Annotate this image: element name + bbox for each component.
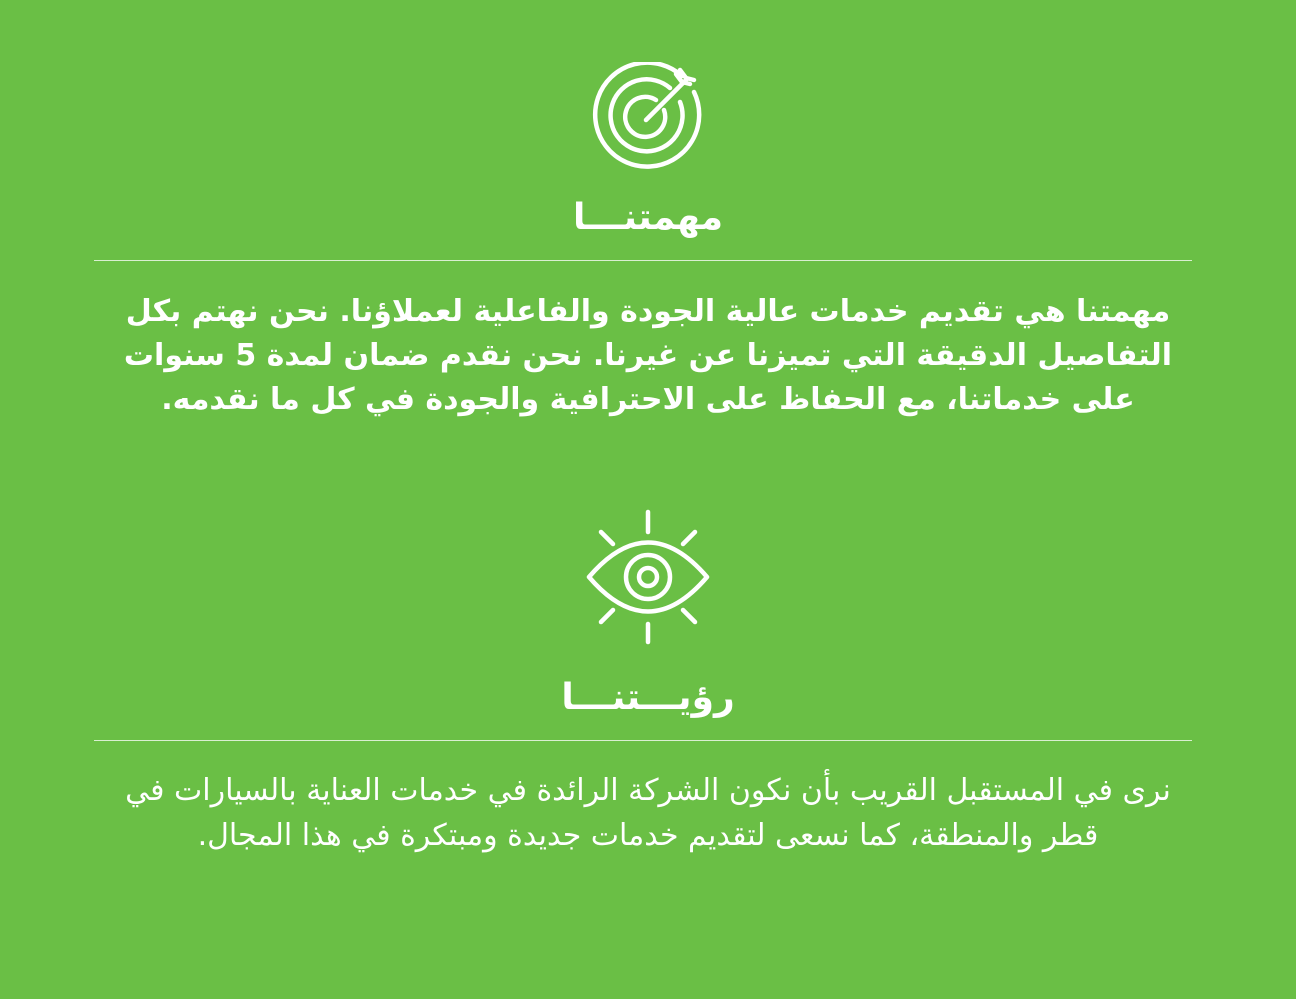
mission-icon-wrap	[0, 62, 1296, 174]
vision-text: نرى في المستقبل القريب بأن نكون الشركة الرائدة في خدمات العناية بالسيارات في قطر والمنطقة، كما نسعى لتقديم خدمات جديدة ومبتكرة في هذا المجال.	[125, 773, 1171, 853]
target-icon	[590, 62, 706, 174]
vision-title: رؤيـــتنـــا	[561, 677, 735, 718]
eye-icon	[583, 508, 713, 648]
mission-text: مهمتنا هي تقديم خدمات عالية الجودة والفاعلية لعملاؤنا. نحن نهتم بكل التفاصيل الدقيقة التي تميزنا عن غيرنا. نحن نقدم ضمان لمدة 5 سنوات على خدماتنا، مع الحفاظ على الاحترافية والجودة في كل ما نقدمه.	[123, 294, 1173, 417]
vision-icon-wrap	[0, 508, 1296, 648]
mission-divider	[94, 260, 1192, 261]
vision-divider	[94, 740, 1192, 741]
mission-title: مهمتنـــا	[572, 197, 723, 238]
